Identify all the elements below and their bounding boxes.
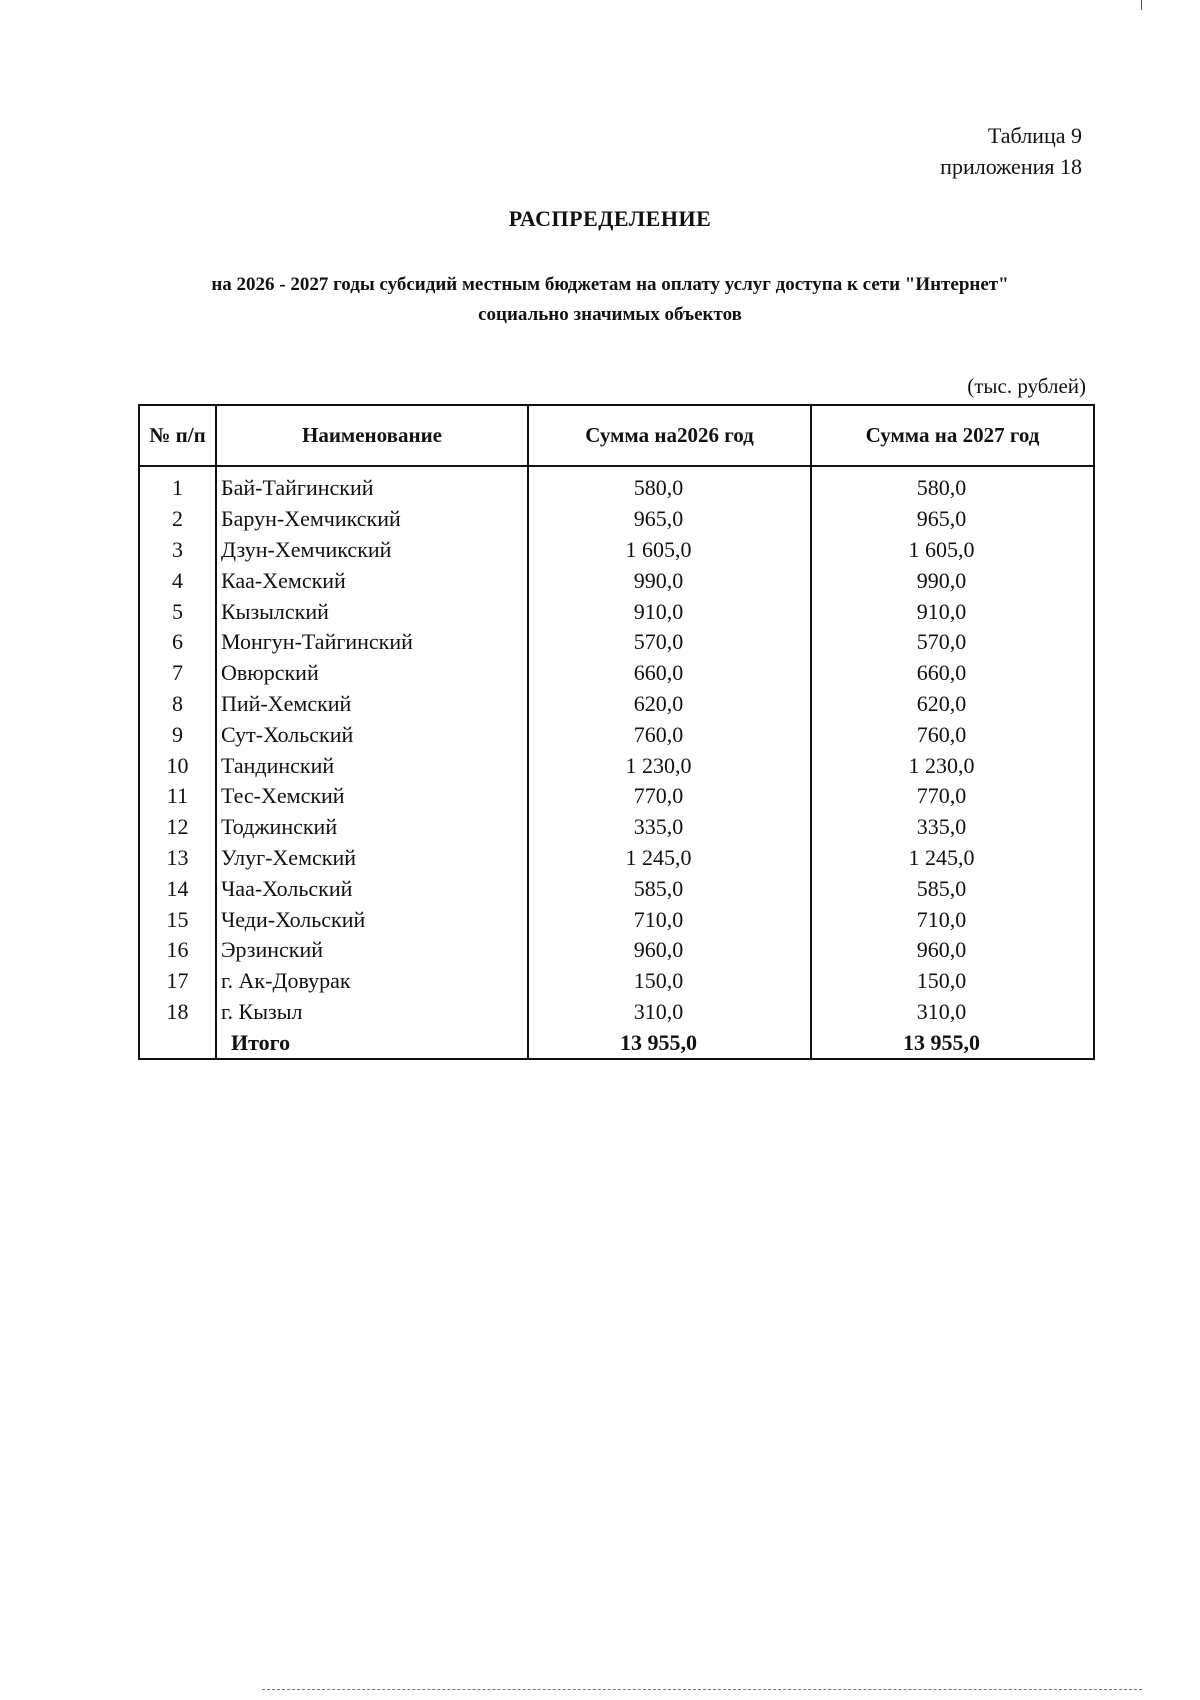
- amount-2027-cell: 1 605,0: [811, 535, 1094, 566]
- subtitle-line-2: социально значимых объектов: [478, 304, 742, 325]
- amount-2026-cell: 760,0: [528, 719, 811, 750]
- amount-2027-cell: 150,0: [811, 966, 1094, 997]
- amount-2027-cell: 1 230,0: [811, 750, 1094, 781]
- amount-2026-cell: 770,0: [528, 781, 811, 812]
- row-number-cell: 14: [139, 873, 216, 904]
- table-row: [139, 843, 1094, 874]
- row-number-cell: 12: [139, 812, 216, 843]
- row-number-cell: 16: [139, 935, 216, 966]
- amount-2027-cell: 960,0: [811, 935, 1094, 966]
- table-row: [139, 565, 1094, 596]
- amount-2026-cell: 335,0: [528, 812, 811, 843]
- column-header-name: Наименование: [216, 405, 528, 466]
- district-name-cell: Барун-Хемчикский: [216, 504, 528, 535]
- amount-2027-cell: 770,0: [811, 781, 1094, 812]
- table-row: [139, 689, 1094, 720]
- table-row: [139, 658, 1094, 689]
- document-heading: РАСПРЕДЕЛЕНИЕ: [508, 206, 712, 231]
- district-name-cell: Тоджинский: [216, 812, 528, 843]
- row-number-cell: 15: [139, 904, 216, 935]
- table-reference: [940, 120, 1082, 182]
- table-row: [139, 466, 1094, 504]
- district-name-cell: Сут-Хольский: [216, 719, 528, 750]
- amount-2026-cell: 580,0: [528, 466, 811, 504]
- amount-2026-cell: 965,0: [528, 504, 811, 535]
- district-name-cell: Бай-Тайгинский: [216, 466, 528, 504]
- total-number-cell: [139, 1027, 216, 1059]
- amount-2027-cell: 1 245,0: [811, 843, 1094, 874]
- table-number: Таблица 9: [987, 123, 1082, 148]
- district-name-cell: Чеди-Хольский: [216, 904, 528, 935]
- row-number-cell: 10: [139, 750, 216, 781]
- amount-2026-cell: 710,0: [528, 904, 811, 935]
- unit-label: (тыс. рублей): [967, 374, 1086, 398]
- table-row: [139, 873, 1094, 904]
- row-number-cell: 4: [139, 565, 216, 596]
- row-number-cell: 2: [139, 504, 216, 535]
- row-number-cell: 5: [139, 596, 216, 627]
- amount-2026-cell: 310,0: [528, 997, 811, 1028]
- amount-2027-cell: 965,0: [811, 504, 1094, 535]
- distribution-table: [138, 404, 1095, 1060]
- table-row: [139, 997, 1094, 1028]
- amount-2027-cell: 910,0: [811, 596, 1094, 627]
- amount-2026-cell: 1 605,0: [528, 535, 811, 566]
- district-name-cell: Тандинский: [216, 750, 528, 781]
- table-row: [139, 904, 1094, 935]
- total-2026-cell: 13 955,0: [528, 1027, 811, 1059]
- subtitle-line-1: на 2026 - 2027 годы субсидий местным бюджетам на оплату услуг доступа к сети "Интернет": [211, 274, 1009, 295]
- amount-2026-cell: 1 230,0: [528, 750, 811, 781]
- table-body: [139, 466, 1094, 1059]
- amount-2027-cell: 310,0: [811, 997, 1094, 1028]
- district-name-cell: Каа-Хемский: [216, 565, 528, 596]
- amount-2026-cell: 910,0: [528, 596, 811, 627]
- amount-2027-cell: 570,0: [811, 627, 1094, 658]
- district-name-cell: Эрзинский: [216, 935, 528, 966]
- scan-edge-mark: [1141, 0, 1142, 10]
- table-row: [139, 966, 1094, 997]
- column-header-2026: Сумма на2026 год: [528, 405, 811, 466]
- table-row: [139, 504, 1094, 535]
- district-name-cell: Кызылский: [216, 596, 528, 627]
- amount-2026-cell: 990,0: [528, 565, 811, 596]
- table-row: [139, 935, 1094, 966]
- table-row: [139, 750, 1094, 781]
- amount-2027-cell: 710,0: [811, 904, 1094, 935]
- table-row: [139, 719, 1094, 750]
- amount-2027-cell: 585,0: [811, 873, 1094, 904]
- row-number-cell: 11: [139, 781, 216, 812]
- amount-2027-cell: 990,0: [811, 565, 1094, 596]
- row-number-cell: 18: [139, 997, 216, 1028]
- table-row: [139, 781, 1094, 812]
- district-name-cell: г. Ак-Довурак: [216, 966, 528, 997]
- district-name-cell: Улуг-Хемский: [216, 843, 528, 874]
- row-number-cell: 3: [139, 535, 216, 566]
- amount-2027-cell: 620,0: [811, 689, 1094, 720]
- document-subtitle: [130, 270, 1090, 330]
- amount-2027-cell: 760,0: [811, 719, 1094, 750]
- amount-2027-cell: 660,0: [811, 658, 1094, 689]
- amount-2027-cell: 335,0: [811, 812, 1094, 843]
- row-number-cell: 6: [139, 627, 216, 658]
- amount-2026-cell: 960,0: [528, 935, 811, 966]
- district-name-cell: Дзун-Хемчикский: [216, 535, 528, 566]
- table-row: [139, 596, 1094, 627]
- scan-footer-line: [262, 1689, 1142, 1690]
- total-row: [139, 1027, 1094, 1059]
- district-name-cell: г. Кызыл: [216, 997, 528, 1028]
- row-number-cell: 17: [139, 966, 216, 997]
- row-number-cell: 7: [139, 658, 216, 689]
- total-2027-cell: 13 955,0: [811, 1027, 1094, 1059]
- row-number-cell: 13: [139, 843, 216, 874]
- column-header-2027: Сумма на 2027 год: [811, 405, 1094, 466]
- row-number-cell: 8: [139, 689, 216, 720]
- district-name-cell: Монгун-Тайгинский: [216, 627, 528, 658]
- amount-2027-cell: 580,0: [811, 466, 1094, 504]
- district-name-cell: Тес-Хемский: [216, 781, 528, 812]
- amount-2026-cell: 570,0: [528, 627, 811, 658]
- district-name-cell: Пий-Хемский: [216, 689, 528, 720]
- total-label-cell: Итого: [216, 1027, 528, 1059]
- appendix-number: приложения 18: [940, 154, 1082, 179]
- district-name-cell: Овюрский: [216, 658, 528, 689]
- amount-2026-cell: 620,0: [528, 689, 811, 720]
- row-number-cell: 1: [139, 466, 216, 504]
- column-header-number: № п/п: [139, 405, 216, 466]
- table-header-row: [139, 405, 1094, 466]
- table-row: [139, 812, 1094, 843]
- amount-2026-cell: 585,0: [528, 873, 811, 904]
- amount-2026-cell: 1 245,0: [528, 843, 811, 874]
- table-row: [139, 627, 1094, 658]
- amount-2026-cell: 150,0: [528, 966, 811, 997]
- table-row: [139, 535, 1094, 566]
- row-number-cell: 9: [139, 719, 216, 750]
- amount-2026-cell: 660,0: [528, 658, 811, 689]
- district-name-cell: Чаа-Хольский: [216, 873, 528, 904]
